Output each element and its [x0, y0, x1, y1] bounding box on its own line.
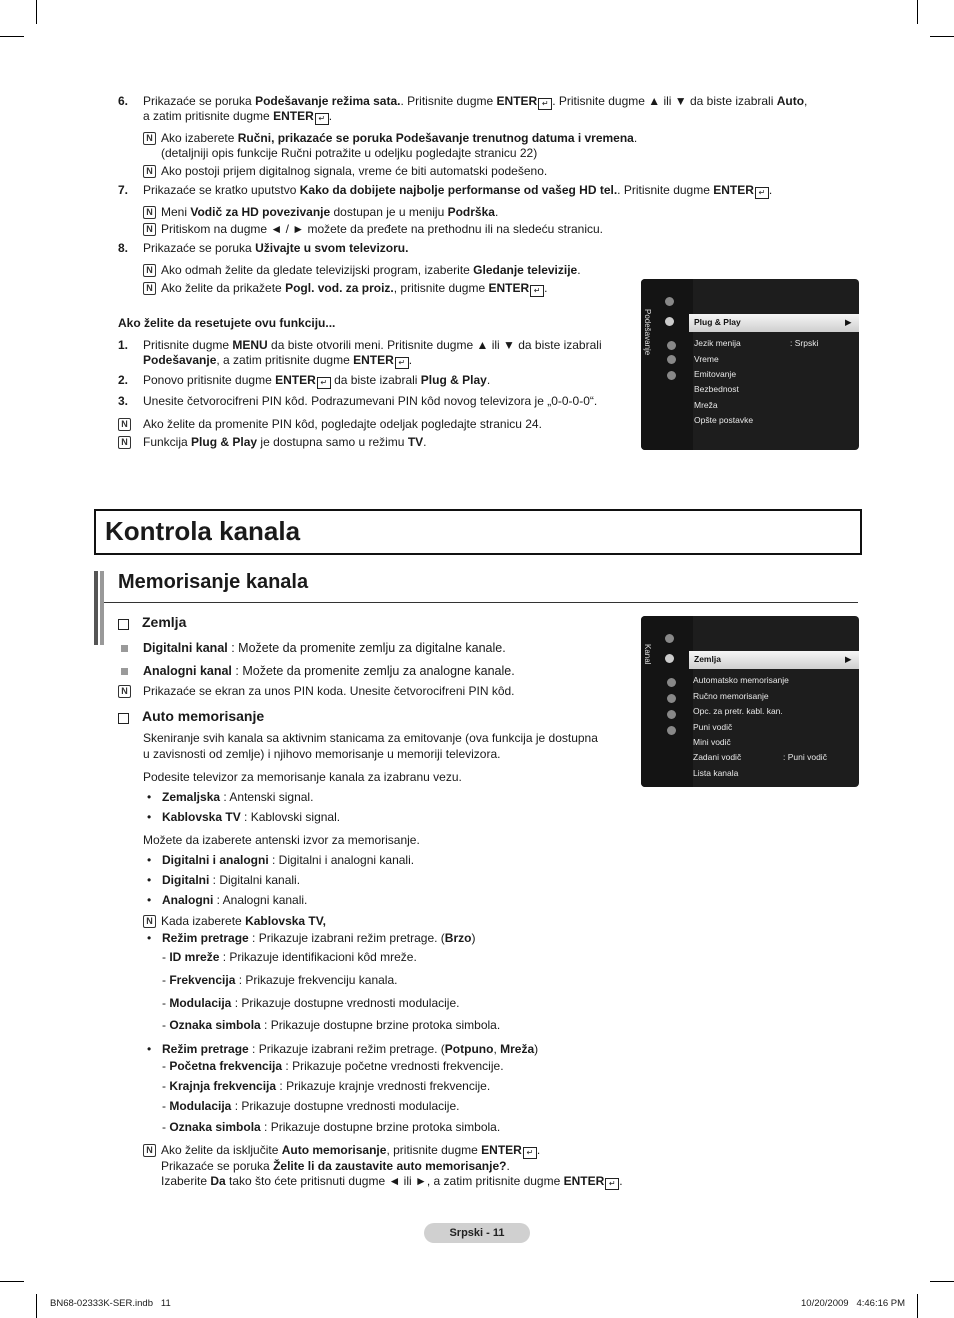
step-number: 1.	[118, 338, 129, 352]
enter-icon: ↵	[538, 98, 552, 110]
antenna-icon	[665, 654, 674, 663]
menu-icon	[667, 355, 676, 364]
menu-item: Emitovanje	[694, 369, 737, 379]
step-number: 2.	[118, 373, 129, 387]
crop-mark	[0, 36, 24, 37]
sub-item: - Modulacija : Prikazuje dostupne vrednosti modulacije.	[162, 996, 460, 1010]
auto-heading: Auto memorisanje	[142, 708, 265, 724]
zemlja-heading: Zemlja	[142, 614, 187, 630]
arrow-right-icon: ▶	[845, 317, 852, 327]
menu-icon	[667, 726, 676, 735]
enter-icon: ↵	[315, 113, 329, 125]
bullet-text: Digitalni : Digitalni kanali.	[162, 873, 301, 887]
menu-item: Lista kanala	[693, 768, 739, 778]
step-8-text: Prikazaće se poruka Uživajte u svom televizoru.	[143, 241, 409, 255]
checkbox-bullet	[118, 619, 129, 630]
menu-item: Jezik menija	[694, 338, 741, 348]
note-icon: N	[143, 282, 156, 295]
menu-item-value: : Srpski	[790, 338, 819, 348]
note-icon: N	[118, 685, 131, 698]
step-number: 7.	[118, 183, 129, 197]
menu-item-value: : Puni vodič	[783, 752, 827, 762]
bullet-text: Digitalni i analogni : Digitalni i analogni kanali.	[162, 853, 415, 867]
step-6-text: Prikazaće se poruka Podešavanje režima sata.. Pritisnite dugme ENTER ↵ . Pritisnite dugme ▲ ili ▼ da biste izabrali Auto,	[143, 94, 808, 108]
sub-item: - Oznaka simbola : Prikazuje dostupne brzine protoka simbola.	[162, 1120, 501, 1134]
note-icon: N	[143, 165, 156, 178]
note-text: Ako odmah želite da gledate televizijski program, izaberite Gledanje televizije.	[161, 263, 581, 277]
menu-icon	[667, 678, 676, 687]
reset-step-1: Pritisnite dugme MENU da biste otvorili meni. Pritisnite dugme ▲ ili ▼ da biste izabrali	[143, 338, 602, 352]
auto-desc: Skeniranje svih kanala sa aktivnim stanicama za emitovanje (ova funkcija je dostupna	[143, 731, 598, 745]
square-bullet	[121, 668, 128, 675]
settings-menu-screenshot	[641, 279, 859, 450]
bullet-dot: •	[147, 790, 152, 804]
sub-item: - Modulacija : Prikazuje dostupne vrednosti modulacije.	[162, 1099, 460, 1113]
note-icon: N	[143, 132, 156, 145]
menu-item: Mreža	[694, 400, 718, 410]
channel-menu-screenshot	[641, 616, 859, 787]
menu-item: Opšte postavke	[694, 415, 754, 425]
arrow-right-icon: ▶	[845, 654, 852, 664]
bullet-dot: •	[147, 893, 152, 907]
menu-highlight-label: Zemlja	[694, 654, 721, 664]
note-icon: N	[143, 1144, 156, 1157]
menu-vertical-label: Podešavanje	[643, 309, 652, 356]
square-bullet	[121, 645, 128, 652]
bullet-text: Analogni : Analogni kanali.	[162, 893, 308, 907]
sub-item: - Krajnja frekvencija : Prikazuje krajnje vrednosti frekvencije.	[162, 1079, 491, 1093]
note-text: Ako želite da promenite PIN kôd, pogledajte odeljak pogledajte stranicu 24.	[143, 417, 542, 431]
menu-item: Zadani vodič	[693, 752, 742, 762]
note-text: Pritiskom na dugme ◄ / ► možete da pređete na prethodnu ili na sledeću stranicu.	[161, 222, 603, 236]
step-number: 6.	[118, 94, 129, 108]
menu-item: Bezbednost	[694, 384, 739, 394]
sub-item: - Početna frekvencija : Prikazuje početne vrednosti frekvencije.	[162, 1059, 504, 1073]
reset-heading: Ako želite da resetujete ovu funkciju...	[118, 316, 336, 330]
enter-icon: ↵	[755, 187, 769, 199]
bullet-dot: •	[147, 931, 152, 945]
sub-item: - Oznaka simbola : Prikazuje dostupne brzine protoka simbola.	[162, 1018, 501, 1032]
bullet-dot: •	[147, 1042, 152, 1056]
note-text: Ako želite da prikažete Pogl. vod. za proiz., pritisnite dugme ENTER ↵ .	[161, 281, 548, 295]
enter-icon: ↵	[523, 1147, 537, 1159]
sub-item: - ID mreže : Prikazuje identifikacioni kôd mreže.	[162, 950, 417, 964]
note-icon: N	[143, 223, 156, 236]
step-7-text: Prikazaće se kratko uputstvo Kako da dobijete najbolje performanse od vašeg HD tel.. Pritisnite dugme ENTER ↵ .	[143, 183, 773, 197]
menu-item: Vreme	[694, 354, 719, 364]
note-text: Prikazaće se ekran za unos PIN koda. Unesite četvorocifreni PIN kôd.	[143, 684, 515, 698]
menu-item: Mini vodič	[693, 737, 731, 747]
crop-mark	[36, 0, 37, 24]
subsection-bar	[100, 571, 104, 645]
reset-step-3: Unesite četvorocifreni PIN kôd. Podrazumevani PIN kôd novog televizora je „0-0-0-0“.	[143, 394, 598, 408]
bullet-dot: •	[147, 853, 152, 867]
note-text: Ako postoji prijem digitalnog signala, vreme će biti automatski podešeno.	[161, 164, 548, 178]
note-text: Prikazaće se poruka Želite li da zaustavite auto memorisanje?.	[161, 1159, 510, 1173]
menu-icon	[667, 710, 676, 719]
subsection-title: Memorisanje kanala	[118, 571, 309, 593]
menu-vertical-label: Kanal	[643, 644, 652, 665]
bullet-text: Zemaljska : Antenski signal.	[162, 790, 314, 804]
crop-mark	[917, 0, 918, 24]
zemlja-analog: Analogni kanal : Možete da promenite zemlju za analogne kanale.	[143, 664, 515, 678]
enter-icon: ↵	[530, 285, 544, 297]
menu-icon	[667, 371, 676, 380]
note-text: Izaberite Da tako što ćete pritisnuti dugme ◄ ili ►, a zatim pritisnite dugme ENTER ↵ .	[161, 1174, 623, 1188]
bullet-dot: •	[147, 810, 152, 824]
bullet-text: Režim pretrage : Prikazuje izabrani režim pretrage. (Brzo)	[162, 931, 476, 945]
bullet-dot: •	[147, 873, 152, 887]
menu-highlight-label: Plug & Play	[694, 317, 741, 327]
note-icon: N	[118, 436, 131, 449]
note-text: Funkcija Plug & Play je dostupna samo u režimu TV.	[143, 435, 427, 449]
note-text: Ako želite da isključite Auto memorisanje, pritisnite dugme ENTER ↵ .	[161, 1143, 541, 1157]
crop-mark	[36, 1294, 37, 1318]
note-text: Kada izaberete Kablovska TV,	[161, 914, 326, 928]
enter-icon: ↵	[395, 357, 409, 369]
step-6-text-line2: a zatim pritisnite dugme ENTER ↵ .	[143, 109, 333, 123]
page-number: Srpski - 11	[424, 1223, 530, 1243]
subsection-bar	[94, 571, 98, 645]
auto-desc: Podesite televizor za memorisanje kanala za izabranu vezu.	[143, 770, 462, 784]
note-text: Meni Vodič za HD povezivanje dostupan je u meniju Podrška.	[161, 205, 499, 219]
checkbox-bullet	[118, 713, 129, 724]
menu-item: Automatsko memorisanje	[693, 675, 789, 685]
reset-step-1-line2: Podešavanje, a zatim pritisnite dugme ENTER ↵ .	[143, 353, 413, 367]
enter-icon: ↵	[317, 377, 331, 389]
sub-item: - Frekvencija : Prikazuje frekvenciju kanala.	[162, 973, 398, 987]
menu-icon	[665, 634, 674, 643]
menu-icon	[665, 297, 674, 306]
note-text: Ako izaberete Ručni, prikazaće se poruka Podešavanje trenutnog datuma i vremena.	[161, 131, 638, 145]
menu-item: Puni vodič	[693, 722, 733, 732]
menu-highlight	[689, 651, 859, 669]
crop-mark	[917, 1294, 918, 1318]
enter-icon: ↵	[605, 1178, 619, 1190]
crop-mark	[0, 1281, 24, 1282]
note-icon: N	[118, 418, 131, 431]
note-icon: N	[143, 915, 156, 928]
note-icon: N	[143, 206, 156, 219]
note-icon: N	[143, 264, 156, 277]
auto-desc: Možete da izaberete antenski izvor za memorisanje.	[143, 833, 420, 847]
crop-mark	[930, 1281, 954, 1282]
reset-step-2: Ponovo pritisnite dugme ENTER ↵ da biste izabrali Plug & Play.	[143, 373, 491, 387]
menu-item: Ručno memorisanje	[693, 691, 769, 701]
step-number: 3.	[118, 394, 129, 408]
crop-mark	[930, 36, 954, 37]
menu-item: Opc. za pretr. kabl. kan.	[693, 706, 783, 716]
gear-icon	[665, 317, 674, 326]
note-text: (detaljniji opis funkcije Ručni potražite u odeljku pogledajte stranicu 22)	[161, 146, 538, 160]
subsection-rule	[104, 602, 858, 603]
bullet-text: Režim pretrage : Prikazuje izabrani režim pretrage. (Potpuno, Mreža)	[162, 1042, 539, 1056]
zemlja-digital: Digitalni kanal : Možete da promenite zemlju za digitalne kanale.	[143, 641, 506, 655]
footer-date: 10/20/2009 4:46:16 PM	[801, 1298, 906, 1309]
section-title-box	[94, 509, 862, 555]
menu-icon	[667, 694, 676, 703]
menu-highlight	[689, 314, 859, 332]
section-title: Kontrola kanala	[105, 516, 301, 546]
footer-file: BN68-02333K-SER.indb 11	[50, 1298, 171, 1309]
auto-desc: u zavisnosti od zemlje) i njihovo memorisanje u memoriji televizora.	[143, 747, 501, 761]
step-number: 8.	[118, 241, 129, 255]
menu-icon	[667, 341, 676, 350]
bullet-text: Kablovska TV : Kablovski signal.	[162, 810, 341, 824]
